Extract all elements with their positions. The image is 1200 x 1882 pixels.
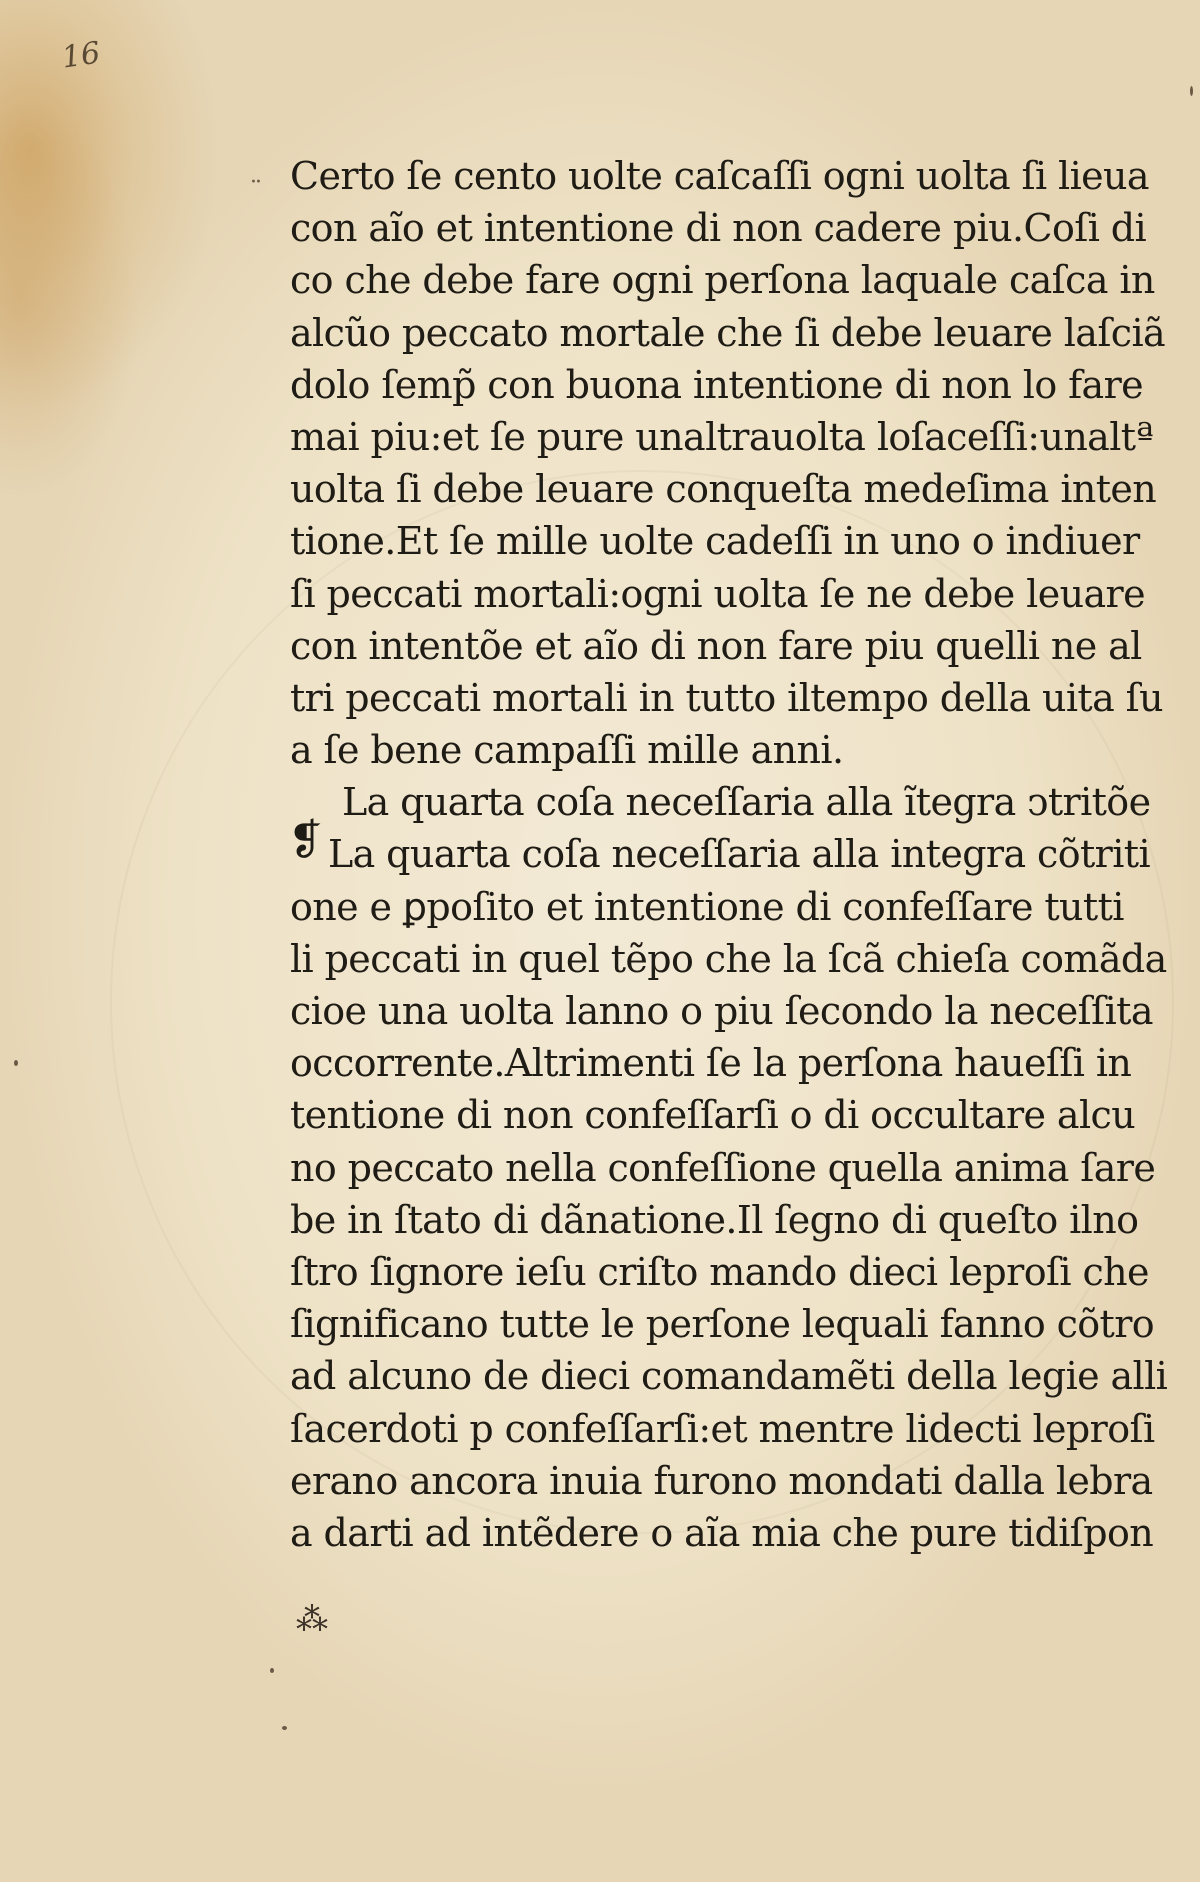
text-line: uolta ſi debe leuare conqueſta medeſima inten — [290, 467, 1157, 512]
text-line: ſtro ſignore ieſu criſto mando dieci leproſi che — [290, 1249, 1149, 1294]
paper-speck — [282, 1726, 287, 1730]
text-line: dolo ſemp̃ con buona intentione di non lo fare — [290, 362, 1144, 407]
folio-number: 16 — [59, 35, 103, 76]
section-heading: La quarta coſa neceſſaria alla ĩtegra ↄtritõe — [342, 780, 1151, 825]
text-line: mai piu:et ſe pure unaltrauolta loſaceſſi:unaltª — [290, 414, 1153, 459]
text-block — [290, 150, 1168, 1559]
text-line: a ſe bene campaſſi mille anni. — [290, 728, 844, 773]
paragraph-mark-icon: ❡ — [288, 815, 324, 864]
text-line: ad alcuno de dieci comandamẽti della legie alli — [290, 1354, 1168, 1399]
text-line: alcũo peccato mortale che ſi debe leuare laſciã — [290, 310, 1166, 355]
text-line: tentione di non confeſſarſi o di occultare alcu — [290, 1093, 1136, 1138]
text-line: li peccati in quel tẽpo che la ſcã chieſa comãda — [290, 936, 1167, 981]
text-line: tione.Et ſe mille uolte cadeſſi in uno o indiuer — [290, 519, 1140, 564]
text-line: co che debe fare ogni perſona laquale caſca in — [290, 258, 1155, 303]
text-line: ſignificano tutte le perſone lequali fanno cõtro — [290, 1302, 1155, 1347]
text-line: con aı̃o et intentione di non cadere piu.Coſi di — [290, 206, 1147, 251]
text-line: cioe una uolta lanno o piu ſecondo la neceſſita — [290, 989, 1153, 1033]
paper-speck — [1190, 86, 1193, 96]
text-line: Certo ſe cento uolte caſcaſſi ogni uolta ſi lieua — [290, 154, 1149, 198]
text-line: one e ꝑpoſito et intentione di confeſſare tutti — [290, 884, 1124, 929]
text-line: ſacerdoti p confeſſarſi:et mentre lidecti leproſi — [290, 1406, 1155, 1451]
text-line: a darti ad intẽdere o aı̃a mia che pure tidiſpon — [290, 1510, 1154, 1555]
marginal-mark: ·· — [250, 170, 260, 195]
text-line: erano ancora inuia furono mondati dalla lebra — [290, 1458, 1153, 1503]
text-line: be in ſtato di dãnatione.Il ſegno di queſto ilno — [290, 1197, 1139, 1242]
text-line: no peccato nella confeſſione quella anima ſare — [290, 1145, 1156, 1190]
paper-speck — [14, 1060, 18, 1066]
bottom-ornament-icon: ⁂ — [296, 1600, 328, 1638]
text-line: con intentõe et aı̃o di non fare piu quelli ne al — [290, 623, 1142, 668]
text-line: La quarta coſa neceſſaria alla integra cõtriti — [328, 832, 1151, 877]
paper-speck — [270, 1668, 274, 1673]
text-line: ſi peccati mortali:ogni uolta ſe ne debe leuare — [290, 571, 1145, 616]
text-line: tri peccati mortali in tutto iltempo della uita ſu — [290, 675, 1163, 720]
text-line: occorrente.Altrimenti ſe la perſona haueſſi in — [290, 1041, 1132, 1086]
